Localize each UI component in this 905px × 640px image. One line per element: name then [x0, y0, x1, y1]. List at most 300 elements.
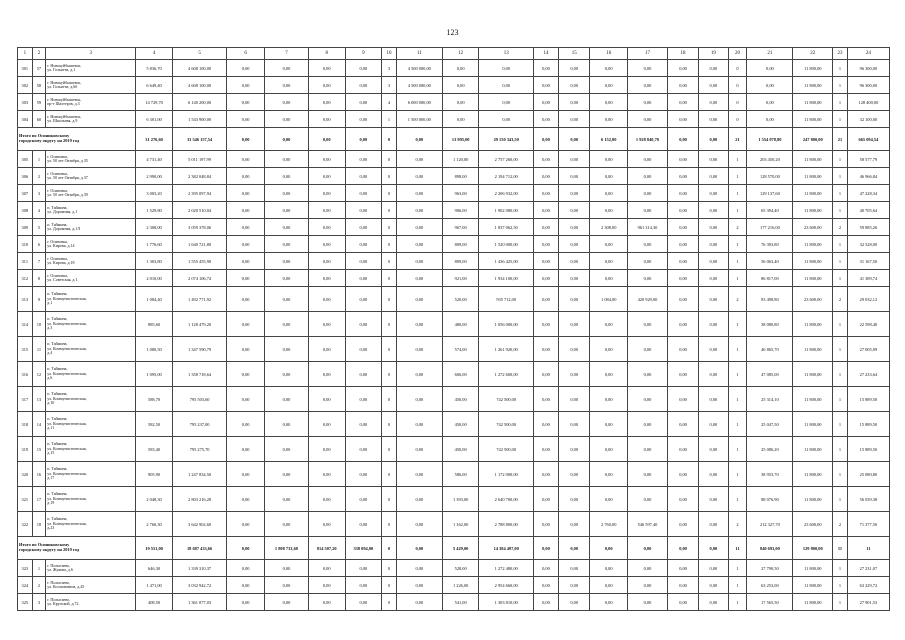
table-cell: 0,00: [227, 437, 265, 462]
table-row: [18, 219, 890, 236]
table-cell: 312: [18, 270, 33, 287]
table-cell: 0,00: [667, 537, 698, 560]
table-cell: 2: [728, 287, 747, 312]
table-cell: 3 003,20: [136, 185, 173, 202]
table-cell: 0,00: [699, 387, 728, 412]
table-cell: 305: [18, 151, 33, 168]
table-cell: 961 314,30: [628, 219, 668, 236]
table-cell: 0,00: [396, 270, 442, 287]
table-cell: 0,00: [227, 168, 265, 185]
table-cell: 0,00: [345, 312, 382, 337]
table-cell: 0,00: [345, 202, 382, 219]
table-cell: 0,00: [308, 412, 345, 437]
table-cell: 606,00: [442, 362, 479, 387]
address-cell: г. Осиновка, ул. Кирова, д.18: [46, 253, 136, 270]
table-cell: 0,00: [264, 185, 308, 202]
table-cell: 742 500,00: [479, 387, 533, 412]
table-cell: 0,00: [590, 577, 628, 594]
column-number: 22: [793, 48, 833, 60]
table-cell: 0,00: [667, 512, 698, 537]
table-cell: 0,00: [227, 202, 265, 219]
table-cell: 0: [382, 487, 397, 512]
table-cell: 1: [728, 577, 747, 594]
table-cell: 0,00: [699, 253, 728, 270]
table-cell: 528,00: [442, 560, 479, 577]
table-cell: 3 059 378,06: [172, 219, 226, 236]
table-cell: 0,00: [533, 111, 558, 128]
column-number: 15: [559, 48, 590, 60]
table-cell: 0,00: [479, 111, 533, 128]
table-cell: 0,00: [699, 168, 728, 185]
table-cell: 32 528,00: [847, 236, 889, 253]
table-cell: 0,00: [559, 312, 590, 337]
table-cell: 0,00: [308, 594, 345, 611]
table-cell: 0,00: [442, 77, 479, 94]
column-number: 3: [46, 48, 136, 60]
table-cell: 0,00: [396, 128, 442, 151]
table-cell: 0,00: [308, 151, 345, 168]
table-cell: 0,00: [396, 219, 442, 236]
table-cell: 0,00: [264, 253, 308, 270]
table-cell: 128 570,00: [747, 168, 793, 185]
table-cell: 11 800,00: [793, 337, 833, 362]
table-cell: 86 817,00: [747, 270, 793, 287]
table-cell: 0,00: [699, 512, 728, 537]
table-cell: 1: [833, 111, 848, 128]
table-row: [18, 77, 890, 94]
table-cell: 0,00: [533, 94, 558, 111]
table-cell: 0,00: [264, 128, 308, 151]
table-row: [18, 94, 890, 111]
subtotal-row: [18, 537, 890, 560]
table-cell: 4: [32, 202, 46, 219]
table-cell: 480,00: [442, 312, 479, 337]
table-cell: 0: [382, 253, 397, 270]
table-cell: 0,00: [590, 560, 628, 577]
address-cell: г. Полысаево, ул. Крупской, д.72: [46, 594, 136, 611]
table-cell: 0: [382, 560, 397, 577]
table-cell: 3: [32, 185, 46, 202]
table-cell: 1: [833, 462, 848, 487]
table-cell: 0,00: [533, 219, 558, 236]
table-cell: 23 600,00: [793, 219, 833, 236]
table-cell: 2 803 216,28: [172, 487, 226, 512]
table-cell: 6 301,00: [136, 111, 173, 128]
address-cell: п. Тайжина, ул. Коммунистическая, д.10: [46, 387, 136, 412]
table-cell: 22 598,40: [847, 312, 889, 337]
table-cell: 1 928 840,70: [628, 128, 668, 151]
column-number: 17: [628, 48, 668, 60]
table-cell: 574,00: [442, 337, 479, 362]
table-cell: 0,00: [345, 253, 382, 270]
table-cell: 0,00: [264, 111, 308, 128]
table-cell: 17 565,50: [747, 594, 793, 611]
address-cell: п. Тайжина, ул. Коммунистическая, д.3: [46, 312, 136, 337]
table-cell: 11 800,00: [793, 60, 833, 77]
table-cell: 0,00: [628, 253, 668, 270]
table-cell: 2: [32, 168, 46, 185]
column-number: 24: [847, 48, 889, 60]
table-cell: 0,00: [590, 537, 628, 560]
table-cell: 0,00: [345, 111, 382, 128]
table-cell: 0,00: [590, 253, 628, 270]
table-cell: 2: [833, 219, 848, 236]
table-cell: 795 237,00: [172, 412, 226, 437]
table-cell: 0,00: [308, 128, 345, 151]
table-cell: 1: [833, 168, 848, 185]
table-cell: 1 543 900,00: [172, 111, 226, 128]
table-cell: 318: [18, 412, 33, 437]
table-cell: 2 788 800,00: [479, 512, 533, 537]
table-cell: 10: [32, 312, 46, 337]
table-cell: 11 800,00: [793, 594, 833, 611]
table-cell: 1: [728, 412, 747, 437]
table-row: [18, 512, 890, 537]
table-cell: 27 231,07: [847, 560, 889, 577]
table-cell: 0: [382, 270, 397, 287]
table-cell: 0,00: [345, 387, 382, 412]
table-cell: 0,00: [479, 77, 533, 94]
table-cell: 1 084,00: [590, 287, 628, 312]
table-cell: 2 640 700,00: [479, 487, 533, 512]
table-cell: 0,00: [667, 202, 698, 219]
table-cell: 1: [728, 560, 747, 577]
table-cell: 0,00: [227, 387, 265, 412]
table-cell: 520,00: [442, 287, 479, 312]
address-cell: г. Полысаево, ул. Жукова, д.6: [46, 560, 136, 577]
table-cell: 2 074 106,74: [172, 270, 226, 287]
table-cell: 646,30: [136, 560, 173, 577]
table-cell: 1: [728, 185, 747, 202]
table-cell: 13 995,00: [442, 128, 479, 151]
subtotal-label: Итого по Осиниковскому городскому округу на 2019 год: [18, 537, 136, 560]
table-cell: 0,00: [699, 185, 728, 202]
table-cell: 316: [18, 362, 33, 387]
table-cell: 0,00: [345, 412, 382, 437]
table-cell: 0,00: [533, 253, 558, 270]
table-cell: 0,00: [628, 312, 668, 337]
table-cell: 40 705,64: [847, 202, 889, 219]
table-cell: 31 167,50: [847, 253, 889, 270]
table-cell: 3 642 902,60: [172, 512, 226, 537]
table-cell: 1: [728, 487, 747, 512]
table-cell: 0,00: [699, 537, 728, 560]
table-cell: 1 095,00: [136, 362, 173, 387]
table-cell: 1: [833, 60, 848, 77]
table-cell: 6 152,00: [590, 128, 628, 151]
table-cell: 0,00: [264, 202, 308, 219]
table-cell: 0,00: [747, 94, 793, 111]
table-cell: 23 600,00: [793, 287, 833, 312]
table-cell: 307: [18, 185, 33, 202]
table-row: [18, 312, 890, 337]
table-cell: 1 471,00: [136, 577, 173, 594]
table-cell: 0,00: [264, 487, 308, 512]
table-cell: 1: [32, 151, 46, 168]
table-cell: 0,00: [264, 219, 308, 236]
table-cell: 6 000 000,00: [396, 94, 442, 111]
table-cell: 0: [382, 412, 397, 437]
table-cell: 58 577,79: [847, 151, 889, 168]
column-number: 18: [667, 48, 698, 60]
subtotal-row: [18, 128, 890, 151]
table-cell: 0,00: [667, 253, 698, 270]
column-number: 1: [18, 48, 33, 60]
table-cell: 1 500 000,00: [396, 111, 442, 128]
table-cell: 11 800,00: [793, 111, 833, 128]
table-cell: 1 393,00: [442, 487, 479, 512]
table-cell: 56 039,38: [847, 487, 889, 512]
column-number: 4: [136, 48, 173, 60]
table-cell: 0,00: [396, 287, 442, 312]
table-cell: 2 308,00: [136, 219, 173, 236]
table-cell: 0,00: [345, 577, 382, 594]
table-cell: 0,00: [396, 487, 442, 512]
table-cell: 1 555 455,90: [172, 253, 226, 270]
table-cell: 0,00: [699, 77, 728, 94]
column-number: 6: [227, 48, 265, 60]
table-cell: 4 608 100,00: [172, 60, 226, 77]
table-cell: 0,00: [264, 362, 308, 387]
table-cell: 921,00: [442, 270, 479, 287]
table-cell: 0,00: [699, 412, 728, 437]
table-cell: 0,00: [396, 560, 442, 577]
table-cell: 5 011 197,99: [172, 151, 226, 168]
table-cell: 1: [728, 362, 747, 387]
table-cell: 0,00: [396, 312, 442, 337]
table-cell: 310: [18, 236, 33, 253]
table-cell: 1 128 479,20: [172, 312, 226, 337]
table-cell: 5 836,70: [136, 60, 173, 77]
table-cell: 1 120,00: [442, 151, 479, 168]
table-cell: 56 063,40: [747, 253, 793, 270]
table-cell: 0,00: [396, 412, 442, 437]
table-cell: 0,00: [227, 412, 265, 437]
table-cell: 809,00: [442, 236, 479, 253]
table-cell: 814 507,20: [308, 537, 345, 560]
table-cell: 0,00: [699, 236, 728, 253]
table-cell: 0,00: [590, 487, 628, 512]
address-cell: п. Тайжина, ул. Дорожная, д.1Л: [46, 219, 136, 236]
table-cell: 0,00: [308, 94, 345, 111]
table-cell: 0: [382, 168, 397, 185]
table-cell: 420 929,00: [628, 287, 668, 312]
table-cell: 0: [728, 94, 747, 111]
table-cell: 0,00: [533, 185, 558, 202]
table-cell: 0,00: [559, 202, 590, 219]
table-cell: 0,00: [628, 577, 668, 594]
table-cell: 0,00: [308, 512, 345, 537]
column-number-row: [18, 48, 890, 60]
table-cell: 0: [382, 185, 397, 202]
table-cell: 0,00: [667, 337, 698, 362]
table-cell: 1 226,00: [442, 577, 479, 594]
table-cell: 1: [833, 362, 848, 387]
table-cell: 27 233,64: [847, 362, 889, 387]
table-cell: 0,00: [264, 560, 308, 577]
table-cell: 4 500 000,00: [396, 77, 442, 94]
table-cell: 41 389,74: [847, 270, 889, 287]
table-cell: 0: [382, 577, 397, 594]
table-cell: 0,00: [533, 128, 558, 151]
table-cell: 0,00: [533, 437, 558, 462]
table-cell: 3: [382, 60, 397, 77]
table-cell: 1: [728, 202, 747, 219]
address-cell: п. Тайжина, ул. Дорожная, д.1: [46, 202, 136, 219]
table-cell: 2 206 932,00: [479, 185, 533, 202]
table-cell: 19 551,00: [136, 537, 173, 560]
table-row: [18, 236, 890, 253]
table-cell: 0,00: [227, 577, 265, 594]
table-cell: 6 649,40: [136, 77, 173, 94]
table-cell: 0,00: [699, 151, 728, 168]
table-cell: 0,00: [559, 387, 590, 412]
column-number: 11: [396, 48, 442, 60]
table-cell: 1: [728, 270, 747, 287]
subtotal-label: Итого по Осиниковскому городскому округу на 2019 год: [18, 128, 136, 151]
table-cell: 0,00: [590, 462, 628, 487]
table-cell: 314: [18, 312, 33, 337]
table-cell: 1 056 000,00: [479, 312, 533, 337]
table-cell: 301: [18, 60, 33, 77]
table-cell: 840 693,00: [747, 537, 793, 560]
table-cell: 6 140 200,00: [172, 94, 226, 111]
table-cell: 0,00: [667, 462, 698, 487]
table-cell: 0,00: [559, 437, 590, 462]
table-cell: 0,00: [699, 202, 728, 219]
table-cell: 0,00: [533, 412, 558, 437]
address-cell: п. Тайжина, ул. Коммунистическая, д.6: [46, 362, 136, 387]
table-cell: 0,00: [345, 287, 382, 312]
table-cell: 0,00: [264, 437, 308, 462]
table-cell: 0,00: [590, 412, 628, 437]
table-cell: 0,00: [345, 560, 382, 577]
table-cell: 0: [728, 60, 747, 77]
table-cell: 0,00: [308, 462, 345, 487]
table-cell: 0,00: [345, 594, 382, 611]
table-cell: 6: [32, 236, 46, 253]
table-cell: 450,00: [442, 412, 479, 437]
table-cell: 27 005,09: [847, 337, 889, 362]
address-cell: г. Осиновка, ул. 50 лет Октября, д.37: [46, 168, 136, 185]
table-cell: 0,00: [559, 537, 590, 560]
table-cell: 1 808 733,60: [264, 537, 308, 560]
table-cell: 0,00: [533, 560, 558, 577]
table-cell: 665 094,54: [847, 128, 889, 151]
table-cell: 0,00: [533, 287, 558, 312]
table-cell: 0,00: [699, 577, 728, 594]
table-cell: 302: [18, 77, 33, 94]
table-cell: 0: [728, 77, 747, 94]
table-cell: 0,00: [442, 111, 479, 128]
table-row: [18, 253, 890, 270]
table-cell: 0,00: [264, 512, 308, 537]
table-row: [18, 151, 890, 168]
table-cell: 11 800,00: [793, 462, 833, 487]
column-number: 5: [172, 48, 226, 60]
table-cell: 0,00: [667, 387, 698, 412]
table-row: [18, 577, 890, 594]
table-cell: 29 032,12: [847, 287, 889, 312]
table-cell: 1: [833, 577, 848, 594]
table-cell: 129 137,60: [747, 185, 793, 202]
table-cell: 0: [382, 128, 397, 151]
table-cell: 0,00: [628, 462, 668, 487]
table-cell: 0,00: [667, 270, 698, 287]
table-cell: 96 300,00: [847, 77, 889, 94]
table-cell: 1: [833, 270, 848, 287]
table-cell: 0: [382, 594, 397, 611]
table-row: [18, 560, 890, 577]
table-cell: 0: [382, 537, 397, 560]
table-cell: 0,00: [590, 60, 628, 77]
table-cell: 0,00: [308, 202, 345, 219]
table-cell: 15 889,50: [847, 437, 889, 462]
table-cell: 0,00: [533, 462, 558, 487]
table-cell: 1: [728, 437, 747, 462]
table-cell: 0,00: [345, 185, 382, 202]
table-cell: 0,00: [699, 60, 728, 77]
table-cell: 0,00: [264, 151, 308, 168]
table-cell: 742 500,00: [479, 437, 533, 462]
address-cell: п. Тайжина, ул. Коммунистическая, д.4: [46, 337, 136, 362]
table-cell: 0,00: [227, 111, 265, 128]
table-cell: 0,00: [345, 462, 382, 487]
table-cell: 1: [833, 151, 848, 168]
table-cell: 0,00: [308, 236, 345, 253]
table-cell: 0,00: [590, 77, 628, 94]
table-cell: 0: [382, 219, 397, 236]
address-cell: п. Тайжина, ул. Коммунистическая, д.19: [46, 487, 136, 512]
column-number: 10: [382, 48, 397, 60]
table-cell: 1 776,60: [136, 236, 173, 253]
table-cell: 1 303 810,00: [479, 594, 533, 611]
table-cell: 0,00: [699, 287, 728, 312]
table-row: [18, 270, 890, 287]
table-cell: 0,00: [559, 512, 590, 537]
address-cell: п. Тайжина, ул. Коммунистическая, д.15: [46, 437, 136, 462]
address-cell: п. Тайжина, ул. Коммунистическая, д.23: [46, 512, 136, 537]
table-row: [18, 287, 890, 312]
table-cell: 313: [18, 287, 33, 312]
table-cell: 177 216,00: [747, 219, 793, 236]
table-cell: 0,00: [533, 270, 558, 287]
table-cell: 0,00: [559, 185, 590, 202]
table-cell: 1 554 078,80: [747, 128, 793, 151]
table-cell: 586,00: [442, 462, 479, 487]
table-cell: 14 384 497,00: [479, 537, 533, 560]
table-cell: 0,00: [667, 487, 698, 512]
table-cell: 1 520 000,00: [479, 236, 533, 253]
table-cell: 59 885,26: [847, 219, 889, 236]
table-cell: 1: [728, 387, 747, 412]
table-cell: 0,00: [699, 362, 728, 387]
table-cell: 0,00: [559, 94, 590, 111]
table-cell: 46 865,70: [747, 337, 793, 362]
table-cell: 0,00: [628, 94, 668, 111]
table-cell: 0,00: [559, 287, 590, 312]
table-cell: 0,00: [396, 537, 442, 560]
table-cell: 0,00: [227, 462, 265, 487]
table-cell: 21: [833, 128, 848, 151]
address-cell: г. Осиновка, ул. 50 лет Октября, д.39: [46, 185, 136, 202]
table-cell: 1 247 834,50: [172, 462, 226, 487]
table-cell: 0,00: [699, 487, 728, 512]
table-cell: 0,00: [345, 487, 382, 512]
table-cell: 0,00: [667, 236, 698, 253]
table-cell: 0: [382, 462, 397, 487]
table-cell: 0: [382, 387, 397, 412]
